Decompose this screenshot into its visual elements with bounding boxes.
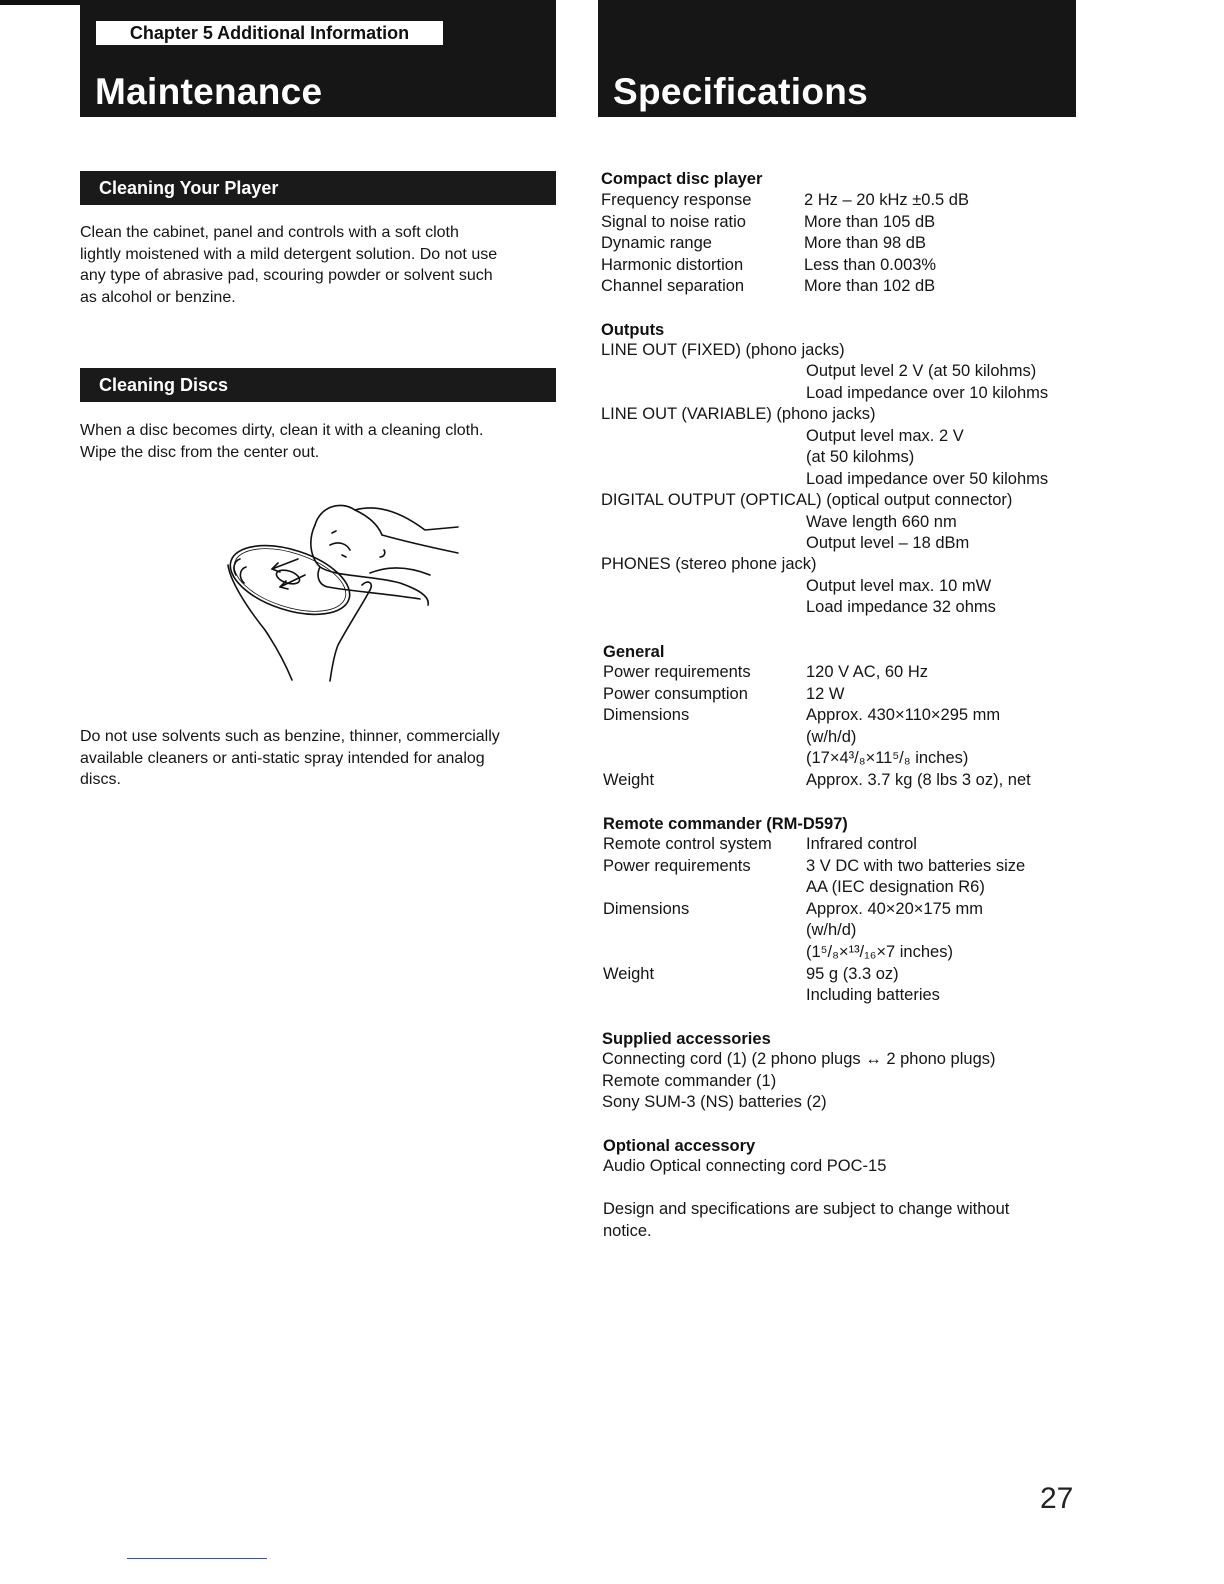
notice-line: notice. — [603, 1222, 652, 1240]
spec-value: Infrared control — [806, 835, 917, 853]
specifications-title-block — [598, 0, 1076, 117]
spec-value: Load impedance 32 ohms — [806, 598, 996, 616]
spec-value: Approx. 40×20×175 mm — [806, 900, 984, 918]
text-line: as alcohol or benzine. — [80, 288, 236, 306]
cleaning-player-text — [80, 222, 560, 308]
accessory-item: Audio Optical connecting cord POC-15 — [603, 1157, 887, 1175]
text-line: discs. — [80, 771, 121, 788]
cleaning-discs-text — [80, 420, 560, 463]
spec-heading-remote-commander: Remote commander (RM-D597) — [603, 815, 848, 833]
page-title-specifications: Specifications — [613, 71, 869, 112]
spec-value: Wave length 660 nm — [806, 513, 957, 531]
spec-value: (w/h/d) — [806, 728, 857, 746]
text-line: Do not use solvents such as benzine, thinner, commercially — [80, 728, 500, 745]
spec-value: More than 102 dB — [804, 277, 936, 295]
spec-value: AA (IEC designation R6) — [806, 878, 985, 896]
spec-label: Signal to noise ratio — [601, 213, 746, 231]
text-line: available cleaners or anti-static spray intended for analog — [80, 749, 485, 767]
spec-label: Dynamic range — [601, 234, 712, 252]
spec-label: Power requirements — [603, 857, 751, 875]
page-number: 27 — [1040, 1482, 1074, 1515]
spec-value: Less than 0.003% — [804, 256, 937, 274]
spec-heading-optional-accessory: Optional accessory — [603, 1137, 756, 1155]
text-line: any type of abrasive pad, scouring powder or solvent such — [80, 267, 493, 284]
spec-label: Weight — [603, 965, 655, 983]
footer-rule — [127, 1558, 267, 1559]
disc-cleaning-illustration — [220, 495, 470, 690]
section-heading-cleaning-discs: Cleaning Discs — [80, 368, 556, 402]
spec-value: 120 V AC, 60 Hz — [806, 663, 928, 681]
spec-value: Load impedance over 10 kilohms — [806, 384, 1049, 402]
spec-value: (17×4³/₈×11⁵/₈ inches) — [806, 749, 969, 767]
spec-value: Output level max. 2 V — [806, 427, 964, 445]
spec-value: Approx. 430×110×295 mm — [806, 706, 1001, 724]
output-phones: PHONES (stereo phone jack) — [601, 555, 817, 573]
disc-warning-text — [80, 726, 560, 791]
accessory-item: Connecting cord (1) (2 phono plugs ↔ 2 phono plugs) — [602, 1050, 996, 1068]
spec-value: Output level max. 10 mW — [806, 577, 992, 595]
spec-value: Output level – 18 dBm — [806, 534, 970, 552]
spec-label: Harmonic distortion — [601, 256, 744, 274]
spec-value: Load impedance over 50 kilohms — [806, 470, 1049, 488]
spec-heading-general: General — [603, 643, 665, 661]
spec-value: 95 g (3.3 oz) — [806, 965, 899, 983]
spec-label: Power consumption — [603, 685, 748, 703]
section-heading-cleaning-player: Cleaning Your Player — [80, 171, 556, 205]
spec-value: Approx. 3.7 kg (8 lbs 3 oz), net — [806, 771, 1031, 789]
output-line-out-fixed: LINE OUT (FIXED) (phono jacks) — [601, 341, 845, 359]
text-line: lightly moistened with a mild detergent solution. Do not use — [80, 245, 498, 263]
spec-label: Remote control system — [603, 835, 772, 853]
text-line: Wipe the disc from the center out. — [80, 443, 320, 461]
output-line-out-variable: LINE OUT (VARIABLE) (phono jacks) — [601, 405, 876, 423]
spec-heading-supplied-accessories: Supplied accessories — [602, 1030, 771, 1048]
spec-value: Output level 2 V (at 50 kilohms) — [806, 362, 1037, 380]
spec-value: 3 V DC with two batteries size — [806, 857, 1026, 875]
spec-heading-compact-disc-player: Compact disc player — [601, 170, 763, 188]
spec-label: Dimensions — [603, 706, 690, 724]
spec-value: More than 105 dB — [804, 213, 936, 231]
accessory-item: Remote commander (1) — [602, 1072, 777, 1090]
spec-label: Power requirements — [603, 663, 751, 681]
spec-label: Weight — [603, 771, 655, 789]
chapter-label: Chapter 5 Additional Information — [96, 21, 443, 45]
maintenance-title-block — [80, 0, 556, 117]
spec-heading-outputs: Outputs — [601, 321, 665, 339]
spec-value: More than 98 dB — [804, 234, 926, 252]
spec-label: Dimensions — [603, 900, 690, 918]
text-line: When a disc becomes dirty, clean it with a cleaning cloth. — [80, 422, 484, 439]
spec-value: (1⁵/₈×¹³/₁₆×7 inches) — [806, 943, 953, 961]
page-title-maintenance: Maintenance — [95, 71, 323, 112]
spec-label: Channel separation — [601, 277, 745, 295]
spec-value: (w/h/d) — [806, 921, 857, 939]
spec-value: 12 W — [806, 685, 845, 703]
output-digital: DIGITAL OUTPUT (OPTICAL) (optical output connector) — [601, 491, 1013, 509]
text-line: Clean the cabinet, panel and controls with a soft cloth — [80, 224, 459, 241]
accessory-item: Sony SUM-3 (NS) batteries (2) — [602, 1093, 827, 1111]
notice-line: Design and specifications are subject to change without — [603, 1200, 1010, 1218]
spec-value: 2 Hz – 20 kHz ±0.5 dB — [804, 191, 969, 209]
spec-value: Including batteries — [806, 986, 940, 1004]
spec-value: (at 50 kilohms) — [806, 448, 915, 466]
spec-label: Frequency response — [601, 191, 752, 209]
